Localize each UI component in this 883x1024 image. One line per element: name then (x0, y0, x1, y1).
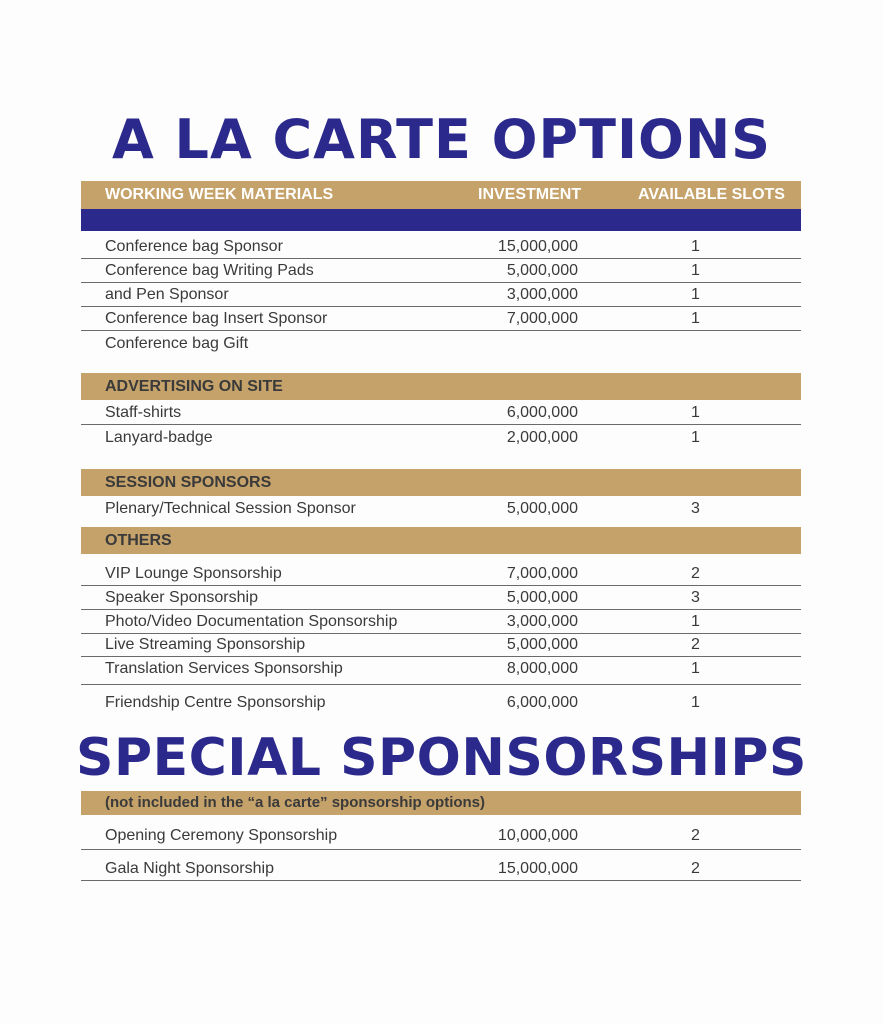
table-header (81, 181, 801, 209)
row-slots: 3 (691, 500, 700, 517)
row-slots: 1 (691, 613, 700, 630)
row-slots: 1 (691, 404, 700, 421)
row-investment: 6,000,000 (506, 694, 578, 711)
row-investment: 5,000,000 (506, 636, 578, 653)
row-investment: 6,000,000 (506, 404, 578, 421)
row-item: Photo/Video Documentation Sponsorship (105, 613, 398, 630)
table-row (81, 307, 801, 331)
table-row (81, 283, 801, 307)
table-row (81, 657, 801, 685)
row-item: Gala Night Sponsorship (105, 860, 274, 877)
section-title: ADVERTISING ON SITE (105, 378, 283, 395)
table-row (81, 562, 801, 586)
row-item: Conference bag Sponsor (105, 238, 283, 255)
special-title: SPECIAL SPONSORSHIPS (76, 728, 807, 788)
row-slots: 2 (691, 860, 700, 877)
row-investment: 2,000,000 (506, 429, 578, 446)
row-item: Conference bag Insert Sponsor (105, 310, 328, 327)
section-header-session (81, 469, 801, 496)
row-item: Lanyard-badge (105, 429, 213, 446)
table-row (81, 856, 801, 881)
table-row (81, 259, 801, 283)
table-row (81, 610, 801, 634)
row-slots: 1 (691, 660, 700, 677)
header-materials: WORKING WEEK MATERIALS (105, 186, 334, 203)
table-row (81, 425, 801, 449)
table-row (81, 633, 801, 657)
row-slots: 1 (691, 429, 700, 446)
row-slots: 1 (691, 262, 700, 279)
row-slots: 2 (691, 827, 700, 844)
special-note-bar (81, 791, 801, 815)
table-row (81, 331, 801, 355)
row-slots: 2 (691, 636, 700, 653)
row-investment: 5,000,000 (506, 262, 578, 279)
row-investment: 7,000,000 (506, 565, 578, 582)
page-title: A LA CARTE OPTIONS (111, 108, 772, 171)
row-investment: 3,000,000 (506, 613, 578, 630)
row-item: Staff-shirts (105, 404, 182, 421)
header-investment: INVESTMENT (478, 186, 582, 203)
row-investment: 5,000,000 (506, 500, 578, 517)
section-title: OTHERS (105, 532, 172, 549)
table-row (81, 825, 801, 850)
row-slots: 2 (691, 565, 700, 582)
row-investment: 8,000,000 (506, 660, 578, 677)
row-item: Plenary/Technical Session Sponsor (105, 500, 356, 517)
table-row (81, 401, 801, 425)
section-header-advertising (81, 373, 801, 400)
row-investment: 10,000,000 (497, 827, 578, 844)
table-row (81, 690, 801, 714)
row-item: and Pen Sponsor (105, 286, 229, 303)
row-investment: 5,000,000 (506, 589, 578, 606)
table-row (81, 586, 801, 610)
row-slots: 3 (691, 589, 700, 606)
section-title: SESSION SPONSORS (105, 474, 272, 491)
row-item: Conference bag Writing Pads (105, 262, 314, 279)
row-slots: 1 (691, 694, 700, 711)
table-row (81, 496, 801, 520)
row-investment: 15,000,000 (497, 238, 578, 255)
table-row (81, 235, 801, 259)
row-item: Translation Services Sponsorship (105, 660, 343, 677)
row-item: Conference bag Gift (105, 335, 249, 352)
row-slots: 1 (691, 286, 700, 303)
row-item: Friendship Centre Sponsorship (105, 694, 326, 711)
row-slots: 1 (691, 310, 700, 327)
row-investment: 7,000,000 (506, 310, 578, 327)
header-divider (81, 209, 801, 231)
header-slots: AVAILABLE SLOTS (638, 186, 785, 203)
row-investment: 3,000,000 (506, 286, 578, 303)
row-item: Opening Ceremony Sponsorship (105, 827, 338, 844)
row-item: Speaker Sponsorship (105, 589, 258, 606)
row-item: Live Streaming Sponsorship (105, 636, 306, 653)
special-note: (not included in the “a la carte” sponsorship options) (105, 794, 486, 811)
row-slots: 1 (691, 238, 700, 255)
section-header-others (81, 527, 801, 554)
row-investment: 15,000,000 (497, 860, 578, 877)
row-item: VIP Lounge Sponsorship (105, 565, 282, 582)
